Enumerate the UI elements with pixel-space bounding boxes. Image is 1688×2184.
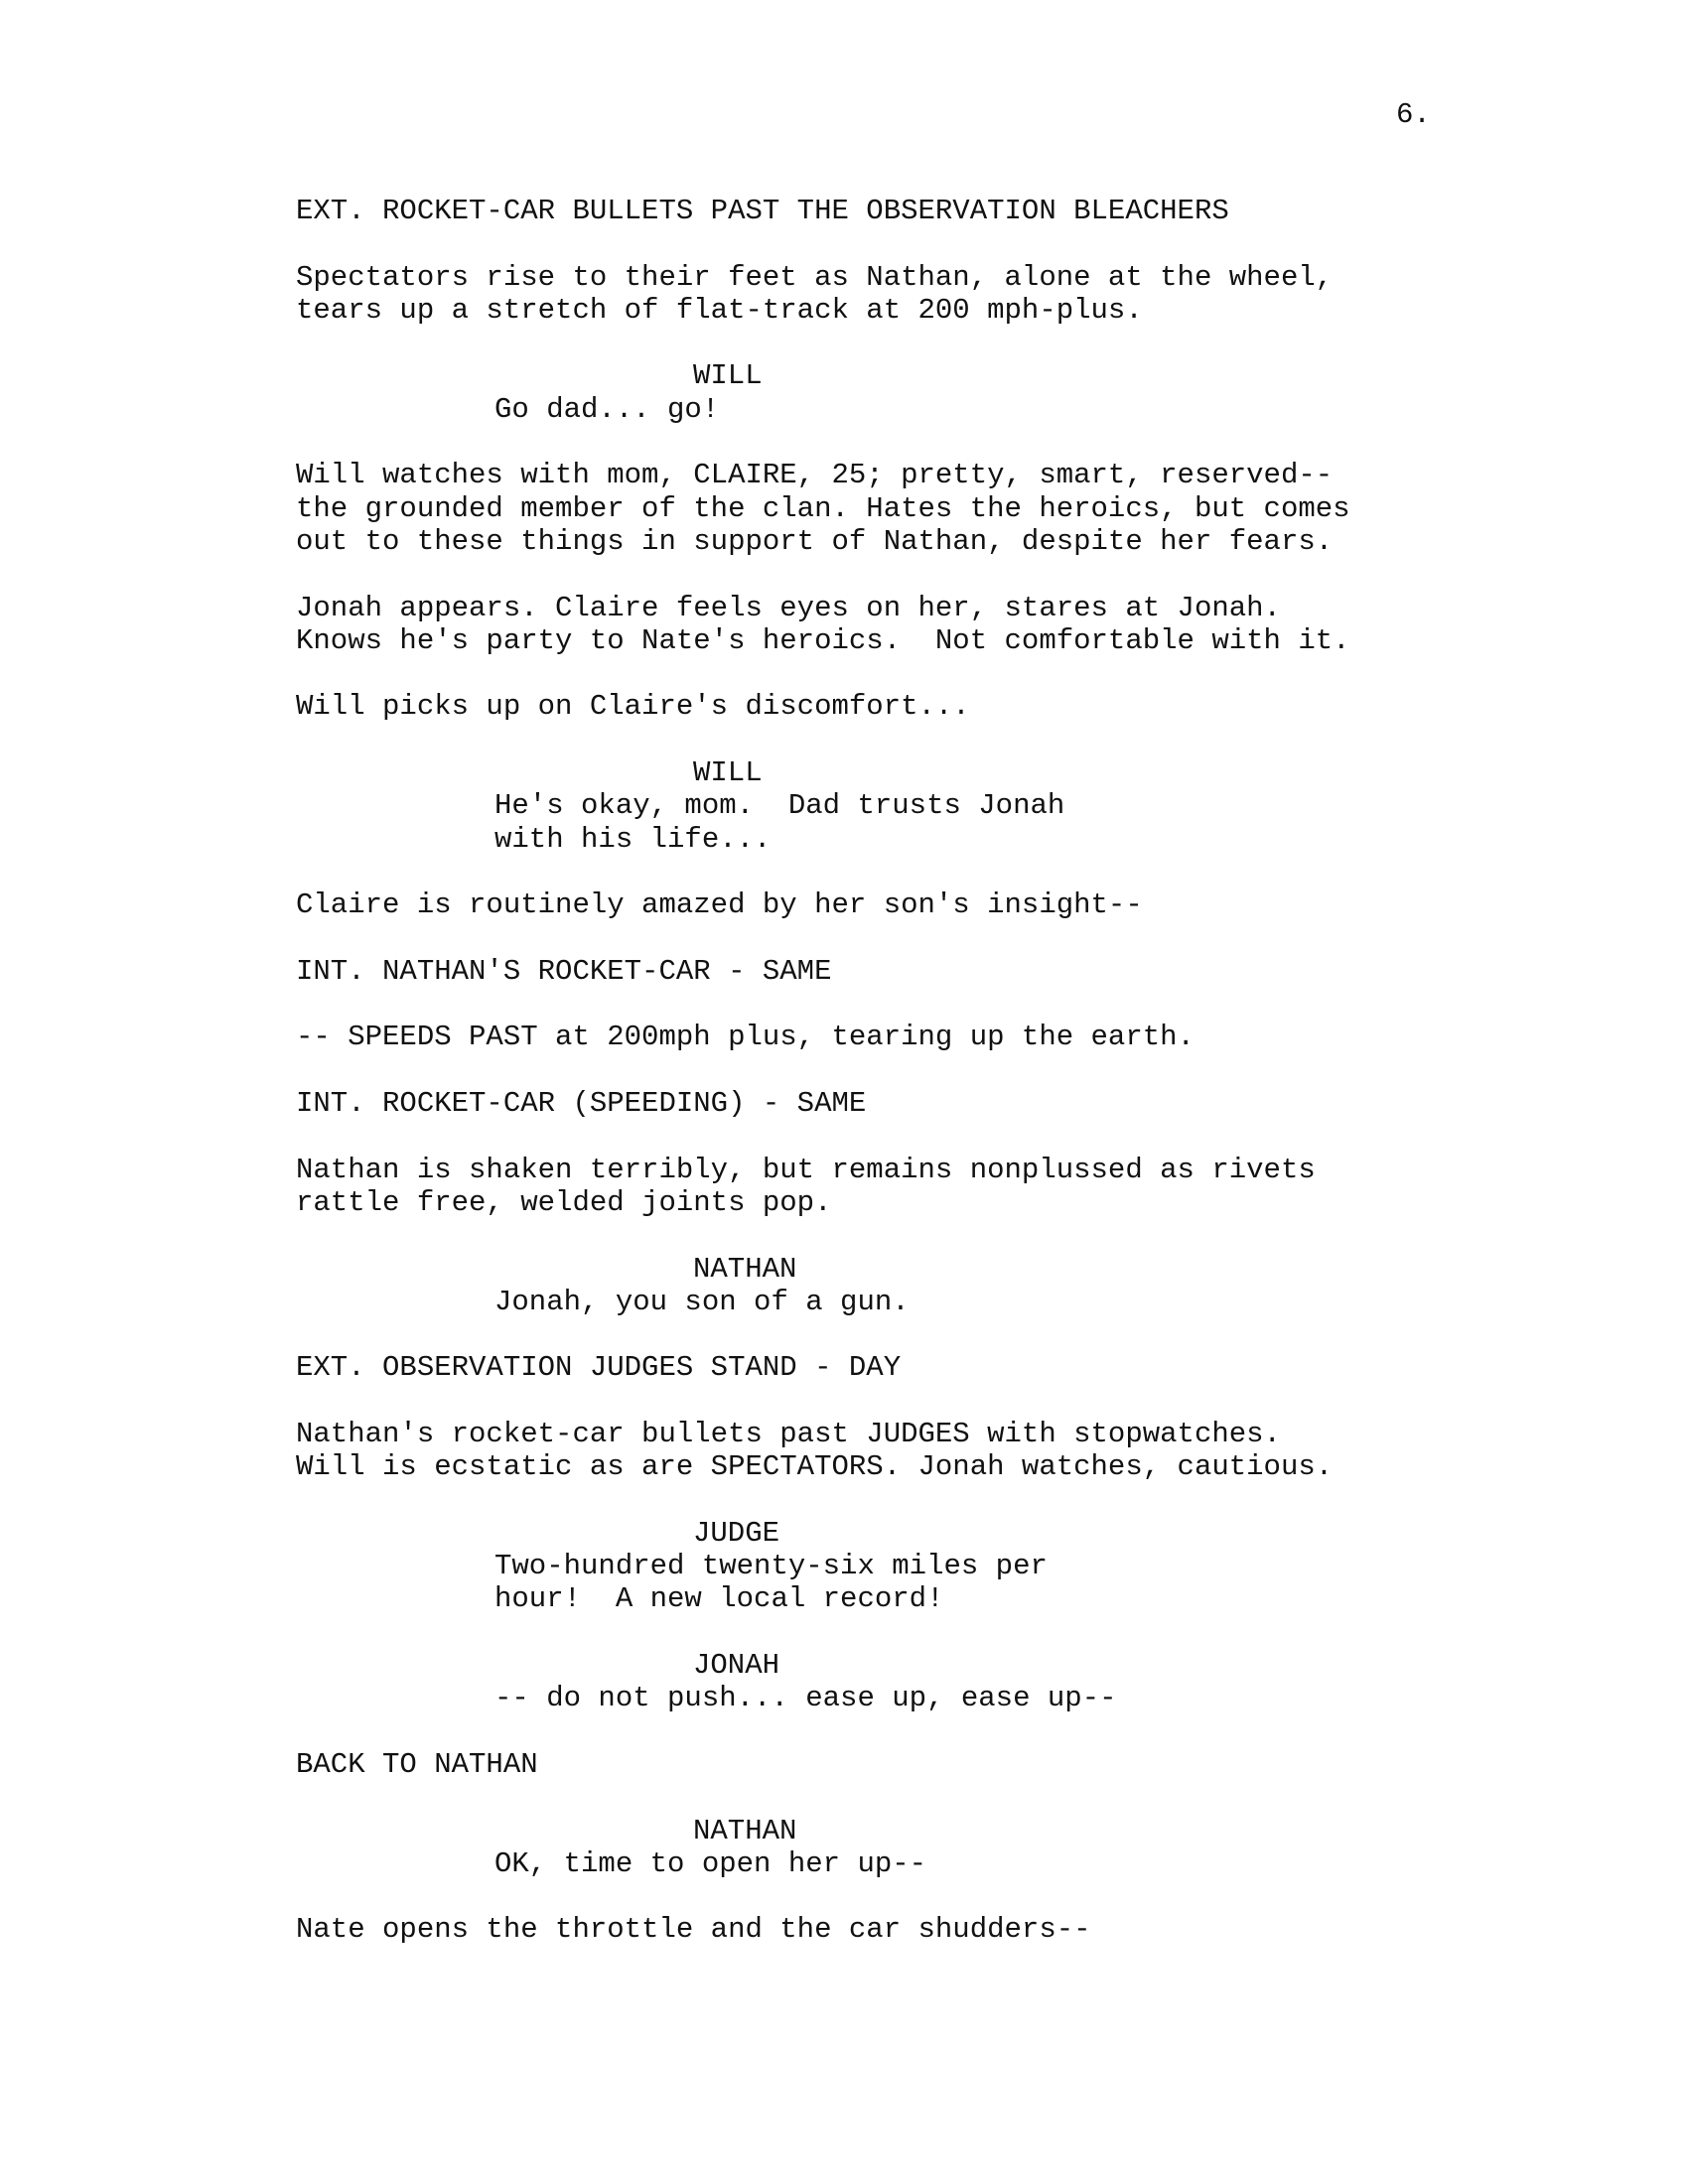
action-line: out to these things in support of Nathan, despite her fears. bbox=[296, 524, 1334, 558]
block-spacer bbox=[0, 1715, 1688, 1748]
action-line: Jonah appears. Claire feels eyes on her, stares at Jonah. bbox=[296, 591, 1281, 624]
scene-heading-text: INT. ROCKET-CAR (SPEEDING) - SAME bbox=[296, 1087, 867, 1121]
action-line: Spectators rise to their feet as Nathan, alone at the wheel, bbox=[296, 260, 1334, 294]
character-name: NATHAN bbox=[693, 1252, 797, 1286]
action-block bbox=[0, 1913, 1688, 1946]
action-block bbox=[0, 592, 1688, 658]
block-spacer bbox=[0, 657, 1688, 690]
dialogue-line: -- do not push... ease up, ease up-- bbox=[494, 1682, 1117, 1715]
action-line: the grounded member of the clan. Hates the heroics, but comes bbox=[296, 491, 1350, 525]
block-spacer bbox=[0, 327, 1688, 359]
character-name: NATHAN bbox=[693, 1814, 797, 1847]
action-block bbox=[0, 888, 1688, 921]
character-name: WILL bbox=[693, 756, 763, 790]
scene-heading-text: EXT. OBSERVATION JUDGES STAND - DAY bbox=[296, 1351, 902, 1385]
block-spacer bbox=[0, 856, 1688, 888]
action-block bbox=[0, 690, 1688, 723]
dialogue-line: hour! A new local record! bbox=[494, 1582, 944, 1616]
block-spacer bbox=[0, 1120, 1688, 1153]
action-block bbox=[0, 261, 1688, 328]
block-spacer bbox=[0, 1054, 1688, 1087]
character-name: JONAH bbox=[693, 1649, 780, 1683]
character-name: JUDGE bbox=[693, 1516, 780, 1550]
dialogue-block bbox=[0, 359, 1688, 426]
block-spacer bbox=[0, 227, 1688, 260]
scene-heading bbox=[0, 955, 1688, 988]
scene-heading bbox=[0, 195, 1688, 227]
page-number: 6. bbox=[1396, 98, 1431, 131]
transition-text: BACK TO NATHAN bbox=[296, 1747, 538, 1781]
action-line: Will watches with mom, CLAIRE, 25; pretty, smart, reserved-- bbox=[296, 459, 1334, 492]
block-spacer bbox=[0, 1219, 1688, 1252]
scene-heading bbox=[0, 1351, 1688, 1384]
action-line: Will picks up on Claire's discomfort... bbox=[296, 690, 970, 724]
block-spacer bbox=[0, 426, 1688, 459]
block-spacer bbox=[0, 1318, 1688, 1351]
action-block bbox=[0, 459, 1688, 558]
dialogue-block bbox=[0, 756, 1688, 856]
screenplay-body bbox=[0, 195, 1688, 1947]
dialogue-line: Jonah, you son of a gun. bbox=[494, 1285, 910, 1318]
dialogue-line: He's okay, mom. Dad trusts Jonah bbox=[494, 789, 1065, 823]
action-line: Claire is routinely amazed by her son's insight-- bbox=[296, 888, 1143, 922]
scene-heading-text: EXT. ROCKET-CAR BULLETS PAST THE OBSERVATION BLEACHERS bbox=[296, 195, 1229, 227]
scene-heading bbox=[0, 1087, 1688, 1120]
action-line: Will is ecstatic as are SPECTATORS. Jonah watches, cautious. bbox=[296, 1450, 1334, 1484]
dialogue-block bbox=[0, 1517, 1688, 1616]
action-line: rattle free, welded joints pop. bbox=[296, 1185, 832, 1219]
block-spacer bbox=[0, 922, 1688, 955]
character-name: WILL bbox=[693, 359, 763, 393]
block-spacer bbox=[0, 1880, 1688, 1913]
action-line: tears up a stretch of flat-track at 200 mph-plus. bbox=[296, 293, 1143, 327]
action-line: Nathan's rocket-car bullets past JUDGES with stopwatches. bbox=[296, 1417, 1281, 1450]
action-block bbox=[0, 1418, 1688, 1484]
block-spacer bbox=[0, 1484, 1688, 1517]
scene-heading-text: INT. NATHAN'S ROCKET-CAR - SAME bbox=[296, 954, 832, 988]
dialogue-block bbox=[0, 1815, 1688, 1881]
dialogue-line: OK, time to open her up-- bbox=[494, 1846, 927, 1880]
block-spacer bbox=[0, 1385, 1688, 1418]
action-block bbox=[0, 1154, 1688, 1220]
action-line: Knows he's party to Nate's heroics. Not comfortable with it. bbox=[296, 623, 1350, 657]
transition bbox=[0, 1748, 1688, 1781]
dialogue-block bbox=[0, 1253, 1688, 1319]
dialogue-block bbox=[0, 1649, 1688, 1715]
block-spacer bbox=[0, 1616, 1688, 1649]
action-line: Nate opens the throttle and the car shudders-- bbox=[296, 1913, 1091, 1947]
block-spacer bbox=[0, 558, 1688, 591]
dialogue-line: Two-hundred twenty-six miles per bbox=[494, 1550, 1048, 1583]
block-spacer bbox=[0, 1781, 1688, 1814]
dialogue-line: with his life... bbox=[494, 822, 772, 856]
action-block bbox=[0, 1021, 1688, 1053]
action-line: -- SPEEDS PAST at 200mph plus, tearing up the earth. bbox=[296, 1021, 1195, 1054]
dialogue-line: Go dad... go! bbox=[494, 392, 720, 426]
action-line: Nathan is shaken terribly, but remains nonplussed as rivets bbox=[296, 1153, 1316, 1186]
block-spacer bbox=[0, 988, 1688, 1021]
block-spacer bbox=[0, 724, 1688, 756]
